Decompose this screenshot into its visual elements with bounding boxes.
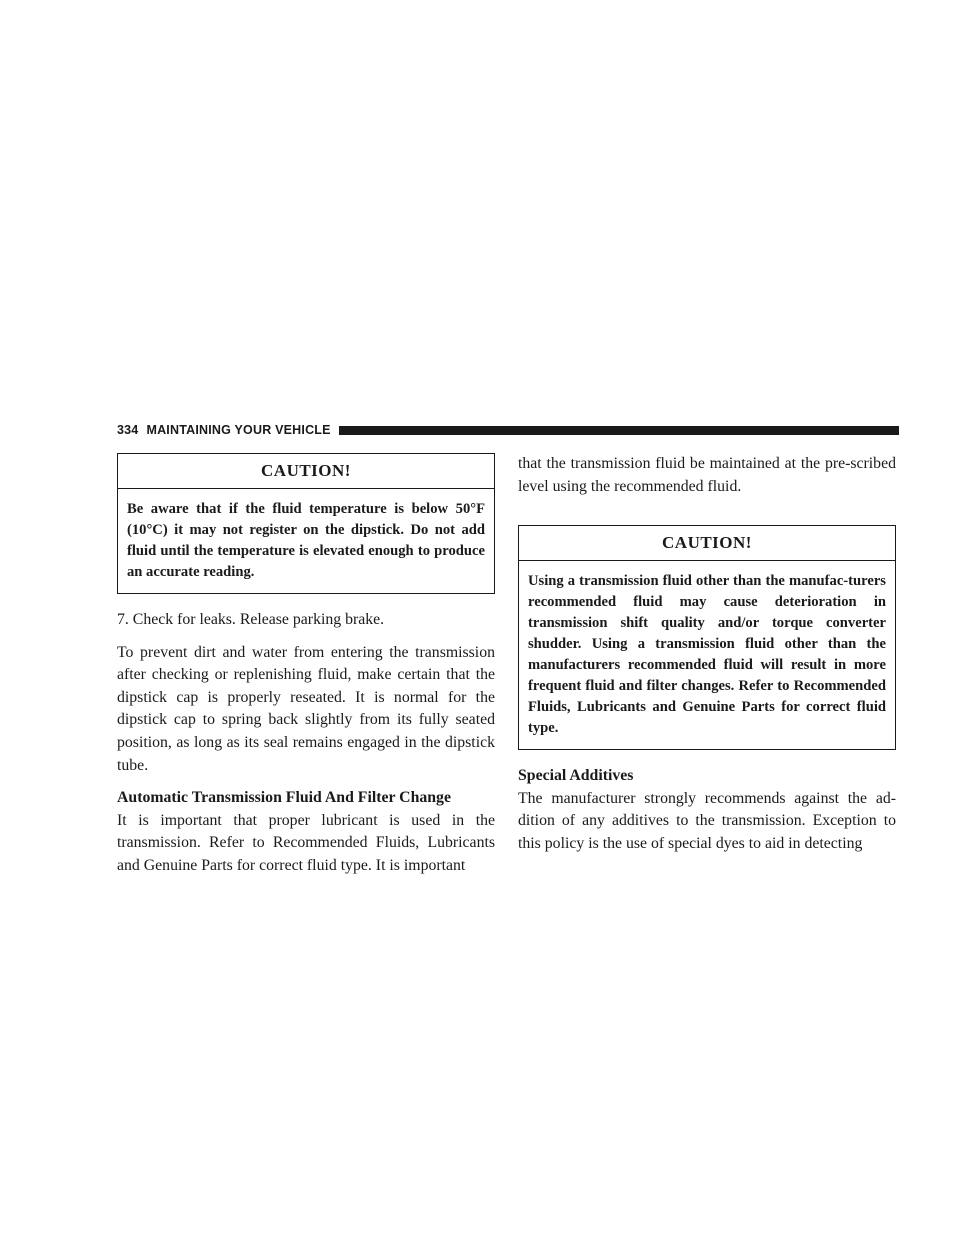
dipstick-reseat-paragraph: To prevent dirt and water from entering the transmission after checking or replenishing fluid, make certain that the dipstick cap is properly reseated. It is normal for the dipstick cap to spring back slightly from its fully seated position, as long as its seal remains engaged in the dipstick tube.: [117, 643, 495, 774]
page-header: [117, 420, 899, 440]
right-column: [518, 453, 896, 856]
caution-box-fluid-type: [518, 525, 896, 750]
section-title: MAINTAINING YOUR VEHICLE: [146, 423, 331, 437]
caution-title: CAUTION!: [118, 454, 494, 489]
atf-paragraph: It is important that proper lubricant is used in the transmission. Refer to Recommended Fluids, Lubricants and Genuine Parts for correct fluid type. It is important: [117, 811, 495, 874]
caution-text: Be aware that if the fluid temperature is below 50°F (10°C) it may not register on the dipstick. Do not add fluid until the temperature is elevated enough to produce an accurate reading.: [127, 501, 485, 580]
left-column: [117, 453, 495, 878]
page-number: 334: [117, 423, 139, 437]
caution-title: CAUTION!: [519, 526, 895, 561]
special-additives-paragraph: The manufacturer strongly recommends against the ad-dition of any additives to the transmission. Exception to this policy is the use of special dyes to aid in detecting: [518, 789, 896, 852]
header-rule: [339, 426, 899, 435]
atf-filter-change-heading: Automatic Transmission Fluid And Filter Change: [117, 789, 451, 807]
fluid-level-continued-paragraph: that the transmission fluid be maintained at the pre-scribed level using the recommended fluid.: [518, 455, 896, 495]
caution-text: Using a transmission fluid other than the manufac-turers recommended fluid may cause deterioration in transmission shift quality and/or torque converter shudder. Using a transmission fluid other than the manufacturers recommended fluid will result in more frequent fluid and filter changes. Refer to Recommended Fluids, Lubricants and Genuine Parts for correct fluid type.: [528, 573, 886, 737]
caution-box-fluid-temperature: [117, 453, 495, 594]
step-7-text: 7. Check for leaks. Release parking brake.: [117, 611, 385, 628]
special-additives-heading: Special Additives: [518, 767, 634, 785]
